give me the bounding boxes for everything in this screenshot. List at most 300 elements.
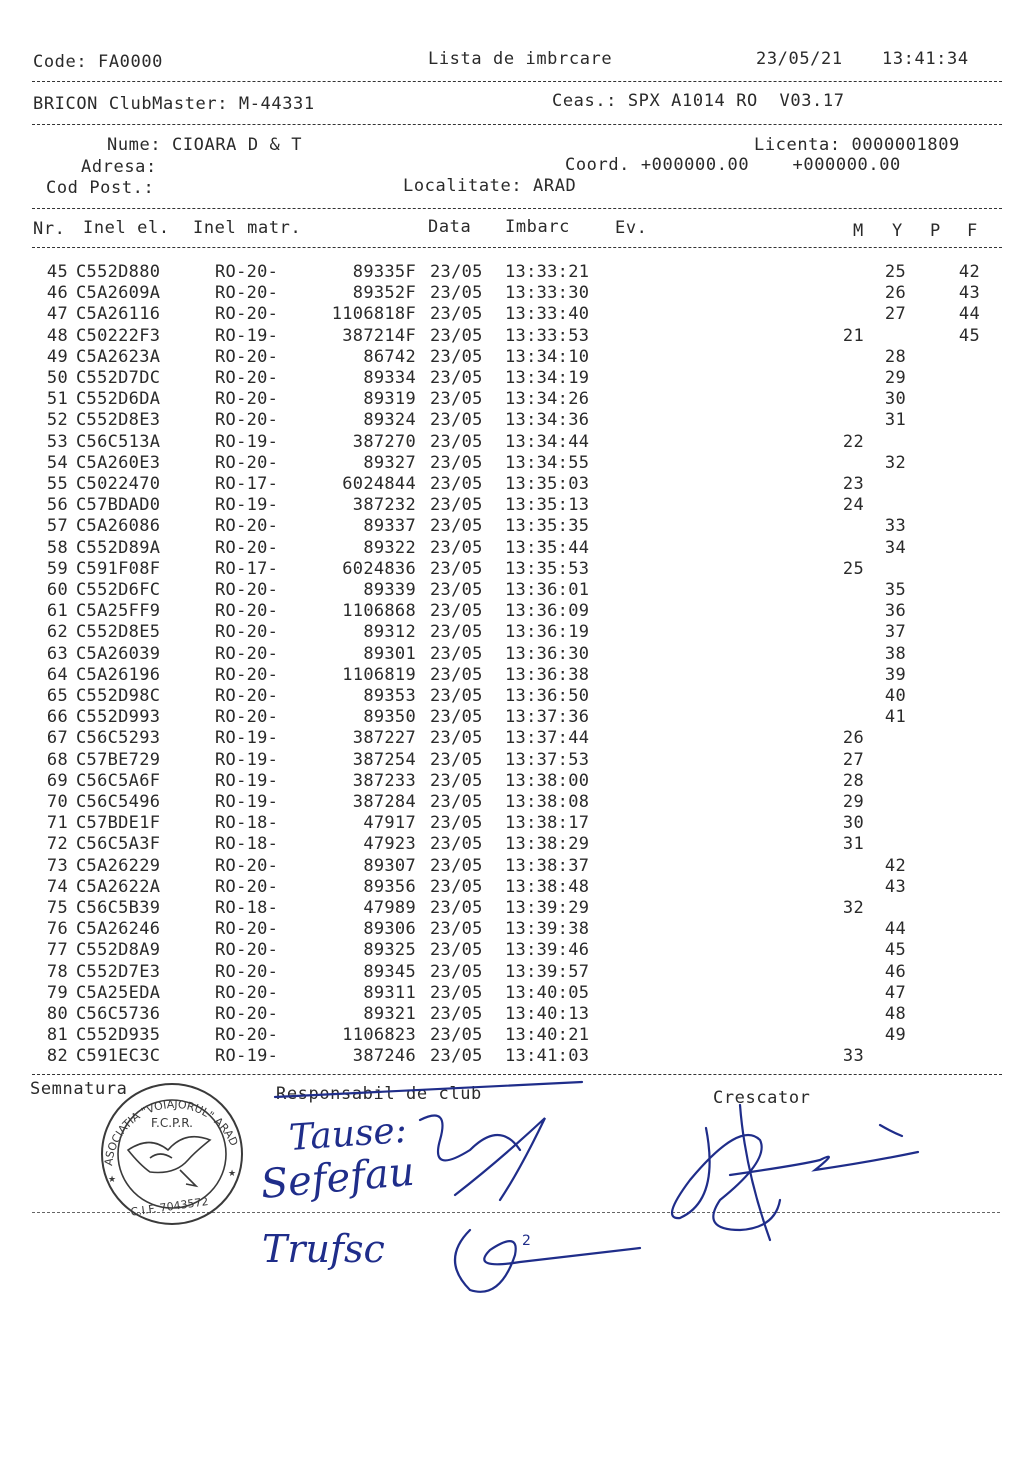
count-m: 24	[842, 495, 864, 516]
handwritten-name-2: Sefefau	[258, 1148, 417, 1208]
ring-electronic: C552D6DA	[76, 389, 161, 410]
basketing-date: 23/05	[430, 813, 483, 834]
ring-prefix: RO-20-	[215, 855, 279, 876]
basketing-time: 13:37:36	[505, 707, 590, 728]
basketing-date: 23/05	[430, 389, 483, 410]
ring-prefix: RO-19-	[215, 792, 279, 812]
row-number: 48	[46, 325, 68, 346]
basketing-time: 13:33:21	[505, 262, 590, 282]
count-y: 48	[884, 1004, 906, 1024]
ring-number: 89356	[363, 876, 416, 897]
ring-prefix: RO-20-	[215, 707, 279, 728]
ring-number: 1106823	[342, 1025, 416, 1046]
basketing-time: 13:40:13	[505, 1004, 590, 1024]
basketing-time: 13:34:36	[505, 410, 590, 431]
basketing-time: 13:39:38	[505, 919, 590, 940]
ring-electronic: C56C5496	[76, 792, 161, 812]
row-number: 46	[46, 283, 68, 304]
count-y: 35	[884, 580, 906, 600]
ring-number: 47989	[363, 898, 416, 918]
row-number: 66	[46, 707, 68, 728]
count-y: 45	[884, 940, 906, 961]
ring-number: 387214F	[342, 325, 416, 346]
basketing-date: 23/05	[430, 516, 483, 537]
count-m: 32	[842, 898, 864, 918]
ring-prefix: RO-20-	[215, 283, 279, 304]
ring-electronic: C5A260E3	[76, 452, 161, 473]
ring-prefix: RO-20-	[215, 410, 279, 431]
basketing-time: 13:39:46	[505, 940, 590, 961]
basketing-date: 23/05	[430, 664, 483, 685]
row-number: 70	[46, 792, 68, 812]
ring-number: 89352F	[352, 283, 416, 304]
count-m: 27	[842, 749, 864, 770]
basketing-time: 13:36:19	[505, 622, 590, 643]
count-y: 29	[884, 368, 906, 388]
ring-prefix: RO-19-	[215, 728, 279, 749]
ring-electronic: C5A25FF9	[76, 601, 161, 622]
basketing-time: 13:37:44	[505, 728, 590, 749]
ring-electronic: C56C5B39	[76, 898, 161, 918]
row-number: 64	[46, 664, 68, 685]
row-number: 69	[46, 770, 68, 791]
column-p: P	[930, 221, 941, 241]
ring-number: 387270	[352, 431, 416, 452]
row-number: 54	[46, 452, 68, 473]
ring-electronic: C552D7E3	[76, 961, 161, 982]
count-f: 42	[958, 262, 980, 282]
count-y: 47	[884, 982, 906, 1003]
basketing-date: 23/05	[430, 346, 483, 367]
row-number: 45	[46, 262, 68, 282]
ring-number: 89325	[363, 940, 416, 961]
ring-prefix: RO-20-	[215, 982, 279, 1003]
ring-electronic: C591EC3C	[76, 1046, 161, 1067]
document-title: Lista de imbrcare	[428, 49, 613, 69]
count-y: 32	[884, 452, 906, 473]
ring-electronic: C57BDE1F	[76, 813, 161, 834]
svg-text:★: ★	[108, 1175, 117, 1185]
count-y: 41	[884, 707, 906, 728]
ring-electronic: C57BE729	[76, 749, 161, 770]
ring-number: 89334	[363, 368, 416, 388]
column-data: Data	[428, 217, 472, 237]
row-number: 73	[46, 855, 68, 876]
basketing-date: 23/05	[430, 919, 483, 940]
ring-electronic: C5A26229	[76, 855, 161, 876]
count-y: 44	[884, 919, 906, 940]
row-number: 76	[46, 919, 68, 940]
ring-electronic: C5A2622A	[76, 876, 161, 897]
basketing-date: 23/05	[430, 707, 483, 728]
ring-electronic: C552D89A	[76, 537, 161, 558]
signature-label: Semnatura	[30, 1079, 128, 1099]
ring-prefix: RO-20-	[215, 961, 279, 982]
row-number: 68	[46, 749, 68, 770]
column-ev: Ev.	[615, 218, 648, 238]
club-responsible-signatures	[259, 1110, 416, 1271]
ring-prefix: RO-20-	[215, 940, 279, 961]
row-number: 74	[46, 876, 68, 897]
count-y: 39	[884, 664, 906, 685]
basketing-date: 23/05	[430, 1004, 483, 1024]
basketing-time: 13:36:01	[505, 580, 590, 600]
basketing-time: 13:34:10	[505, 346, 590, 367]
ring-prefix: RO-20-	[215, 876, 279, 897]
row-number: 57	[46, 516, 68, 537]
ring-electronic: C5A2623A	[76, 346, 161, 367]
ring-electronic: C552D7DC	[76, 368, 161, 388]
ring-number: 89306	[363, 919, 416, 940]
ring-prefix: RO-20-	[215, 389, 279, 410]
basketing-date: 23/05	[430, 431, 483, 452]
basketing-time: 13:35:53	[505, 558, 590, 579]
basketing-time: 13:36:38	[505, 664, 590, 685]
ring-number: 89327	[363, 452, 416, 473]
club-responsible-label: Responsabil de club	[276, 1084, 482, 1104]
column-inel-el: Inel el.	[83, 218, 170, 238]
row-number: 79	[46, 982, 68, 1003]
basketing-time: 13:38:37	[505, 855, 590, 876]
row-number: 52	[46, 410, 68, 431]
ring-electronic: C5A2609A	[76, 283, 161, 304]
ring-electronic: C56C5736	[76, 1004, 161, 1024]
ring-prefix: RO-20-	[215, 919, 279, 940]
ring-prefix: RO-20-	[215, 346, 279, 367]
basketing-time: 13:34:19	[505, 368, 590, 388]
stamp-bottom-text: C.I.F. 7043572	[129, 1194, 210, 1219]
basketing-time: 13:41:03	[505, 1046, 590, 1067]
basketing-date: 23/05	[430, 262, 483, 282]
basketing-date: 23/05	[430, 749, 483, 770]
row-number: 80	[46, 1004, 68, 1024]
count-y: 28	[884, 346, 906, 367]
owner-name: Nume: CIOARA D & T	[107, 135, 303, 155]
ring-prefix: RO-20-	[215, 686, 279, 706]
ring-prefix: RO-20-	[215, 643, 279, 664]
dove-icon	[128, 1137, 210, 1186]
ring-electronic: C552D8E5	[76, 622, 161, 643]
ring-prefix: RO-18-	[215, 813, 279, 834]
basketing-time: 13:39:57	[505, 961, 590, 982]
ring-prefix: RO-20-	[215, 1004, 279, 1024]
basketing-date: 23/05	[430, 728, 483, 749]
ring-number: 387246	[352, 1046, 416, 1067]
basketing-date: 23/05	[430, 495, 483, 516]
count-y: 25	[884, 262, 906, 282]
count-m: 33	[842, 1046, 864, 1067]
ring-electronic: C552D6FC	[76, 580, 161, 600]
count-y: 46	[884, 961, 906, 982]
ring-prefix: RO-19-	[215, 749, 279, 770]
ring-electronic: C5A26039	[76, 643, 161, 664]
ring-electronic: C56C5A6F	[76, 770, 161, 791]
ring-number: 89353	[363, 686, 416, 706]
count-m: 23	[842, 474, 864, 494]
stamp-middle-text: F.C.P.R.	[151, 1116, 193, 1130]
count-m: 30	[842, 813, 864, 834]
ring-number: 1106818F	[331, 304, 416, 325]
ring-number: 1106868	[342, 601, 416, 622]
basketing-date: 23/05	[430, 601, 483, 622]
row-number: 82	[46, 1046, 68, 1067]
ring-electronic: C56C5293	[76, 728, 161, 749]
handwritten-name-1: Tause:	[287, 1109, 409, 1159]
row-number: 50	[46, 368, 68, 388]
count-f: 45	[958, 325, 980, 346]
ring-number: 89335F	[352, 262, 416, 282]
count-f: 43	[958, 283, 980, 304]
ring-number: 6024836	[342, 558, 416, 579]
count-y: 38	[884, 643, 906, 664]
row-number: 61	[46, 601, 68, 622]
count-y: 49	[884, 1025, 906, 1046]
row-number: 49	[46, 346, 68, 367]
basketing-date: 23/05	[430, 325, 483, 346]
ring-prefix: RO-19-	[215, 1046, 279, 1067]
basketing-time: 13:38:48	[505, 876, 590, 897]
ring-prefix: RO-19-	[215, 495, 279, 516]
ring-number: 47923	[363, 834, 416, 855]
basketing-time: 13:38:17	[505, 813, 590, 834]
basketing-time: 13:37:53	[505, 749, 590, 770]
basketing-date: 23/05	[430, 580, 483, 600]
count-y: 36	[884, 601, 906, 622]
ring-electronic: C5A26196	[76, 664, 161, 685]
row-number: 77	[46, 940, 68, 961]
ring-prefix: RO-19-	[215, 431, 279, 452]
ring-prefix: RO-18-	[215, 834, 279, 855]
column-m: M	[853, 221, 864, 241]
count-y: 27	[884, 304, 906, 325]
ring-electronic: C552D935	[76, 1025, 161, 1046]
basketing-time: 13:38:08	[505, 792, 590, 812]
ring-prefix: RO-20-	[215, 664, 279, 685]
locality: Localitate: ARAD	[403, 176, 577, 196]
basketing-time: 13:36:09	[505, 601, 590, 622]
basketing-date: 23/05	[430, 283, 483, 304]
ring-prefix: RO-20-	[215, 580, 279, 600]
ring-number: 89337	[363, 516, 416, 537]
ring-electronic: C50222F3	[76, 325, 161, 346]
row-number: 58	[46, 537, 68, 558]
ring-number: 89324	[363, 410, 416, 431]
count-m: 28	[842, 770, 864, 791]
row-number: 62	[46, 622, 68, 643]
ring-number: 89312	[363, 622, 416, 643]
basketing-time: 13:40:21	[505, 1025, 590, 1046]
row-number: 53	[46, 431, 68, 452]
basketing-date: 23/05	[430, 622, 483, 643]
column-inel-matr: Inel matr.	[193, 218, 302, 238]
row-number: 75	[46, 898, 68, 918]
document-code: Code: FA0000	[33, 52, 164, 72]
basketing-date: 23/05	[430, 1046, 483, 1067]
count-m: 29	[842, 792, 864, 812]
basketing-time: 13:33:53	[505, 325, 590, 346]
ring-prefix: RO-20-	[215, 537, 279, 558]
ring-number: 47917	[363, 813, 416, 834]
basketing-date: 23/05	[430, 368, 483, 388]
basketing-date: 23/05	[430, 792, 483, 812]
ring-number: 89301	[363, 643, 416, 664]
count-y: 34	[884, 537, 906, 558]
basketing-time: 13:33:30	[505, 283, 590, 304]
basketing-date: 23/05	[430, 304, 483, 325]
basketing-date: 23/05	[430, 834, 483, 855]
clock-info: Ceas.: SPX A1014 RO V03.17	[552, 91, 845, 111]
row-number: 60	[46, 580, 68, 600]
address-label: Adresa:	[81, 157, 157, 177]
count-y: 40	[884, 686, 906, 706]
ring-electronic: C5A26086	[76, 516, 161, 537]
breeder-signature	[672, 1105, 918, 1240]
ring-number: 387232	[352, 495, 416, 516]
ring-number: 387227	[352, 728, 416, 749]
basketing-time: 13:38:29	[505, 834, 590, 855]
ring-electronic: C552D880	[76, 262, 161, 282]
ring-prefix: RO-19-	[215, 770, 279, 791]
count-m: 31	[842, 834, 864, 855]
ring-prefix: RO-20-	[215, 1025, 279, 1046]
basketing-date: 23/05	[430, 1025, 483, 1046]
basketing-date: 23/05	[430, 898, 483, 918]
postal-code-label: Cod Post.:	[46, 178, 155, 198]
ring-prefix: RO-17-	[215, 474, 279, 494]
ring-number: 89345	[363, 961, 416, 982]
ring-electronic: C5A25EDA	[76, 982, 161, 1003]
ring-electronic: C5A26246	[76, 919, 161, 940]
ring-prefix: RO-20-	[215, 452, 279, 473]
ring-electronic: C552D8E3	[76, 410, 161, 431]
row-number: 47	[46, 304, 68, 325]
row-number: 51	[46, 389, 68, 410]
row-number: 59	[46, 558, 68, 579]
basketing-date: 23/05	[430, 770, 483, 791]
basketing-date: 23/05	[430, 643, 483, 664]
svg-text:★: ★	[228, 1169, 237, 1179]
ring-electronic: C5022470	[76, 474, 161, 494]
ring-number: 387254	[352, 749, 416, 770]
basketing-time: 13:36:50	[505, 686, 590, 706]
column-f: F	[967, 221, 978, 241]
basketing-time: 13:35:44	[505, 537, 590, 558]
basketing-time: 13:33:40	[505, 304, 590, 325]
ring-number: 387233	[352, 770, 416, 791]
count-y: 31	[884, 410, 906, 431]
basketing-time: 13:34:44	[505, 431, 590, 452]
ring-number: 89339	[363, 580, 416, 600]
ring-prefix: RO-20-	[215, 601, 279, 622]
basketing-time: 13:35:03	[505, 474, 590, 494]
row-number: 81	[46, 1025, 68, 1046]
ring-electronic: C552D8A9	[76, 940, 161, 961]
basketing-time: 13:35:13	[505, 495, 590, 516]
basketing-date: 23/05	[430, 410, 483, 431]
document-time: 13:41:34	[882, 49, 969, 69]
basketing-time: 13:40:05	[505, 982, 590, 1003]
handwritten-name-3: Trufsc	[262, 1227, 385, 1271]
count-y: 26	[884, 283, 906, 304]
count-y: 42	[884, 855, 906, 876]
document-date: 23/05/21	[756, 49, 843, 69]
row-number: 78	[46, 961, 68, 982]
count-f: 44	[958, 304, 980, 325]
ring-prefix: RO-19-	[215, 325, 279, 346]
svg-text:2: 2	[522, 1233, 531, 1249]
basketing-time: 13:36:30	[505, 643, 590, 664]
ring-prefix: RO-18-	[215, 898, 279, 918]
basketing-date: 23/05	[430, 537, 483, 558]
count-m: 25	[842, 558, 864, 579]
row-number: 72	[46, 834, 68, 855]
row-number: 63	[46, 643, 68, 664]
count-m: 21	[842, 325, 864, 346]
basketing-time: 13:34:55	[505, 452, 590, 473]
column-nr: Nr.	[33, 219, 66, 239]
basketing-time: 13:35:35	[505, 516, 590, 537]
basketing-date: 23/05	[430, 452, 483, 473]
ring-number: 89311	[363, 982, 416, 1003]
ring-electronic: C591F08F	[76, 558, 161, 579]
ring-electronic: C552D993	[76, 707, 161, 728]
basketing-date: 23/05	[430, 940, 483, 961]
breeder-label: Crescator	[713, 1088, 811, 1108]
ring-electronic: C56C5A3F	[76, 834, 161, 855]
ring-electronic: C552D98C	[76, 686, 161, 706]
ring-number: 89350	[363, 707, 416, 728]
basketing-date: 23/05	[430, 982, 483, 1003]
column-imbarc: Imbarc	[505, 217, 571, 237]
ring-number: 89322	[363, 537, 416, 558]
basketing-date: 23/05	[430, 474, 483, 494]
basketing-date: 23/05	[430, 961, 483, 982]
ring-prefix: RO-20-	[215, 304, 279, 325]
stamp-top-text: ASOCIATIA "VOIAJORUL" ARAD	[102, 1097, 241, 1167]
row-number: 56	[46, 495, 68, 516]
ring-number: 6024844	[342, 474, 416, 494]
count-m: 22	[842, 431, 864, 452]
ring-number: 387284	[352, 792, 416, 812]
ring-number: 86742	[363, 346, 416, 367]
column-y: Y	[892, 221, 903, 241]
ring-electronic: C57BDAD0	[76, 495, 161, 516]
row-number: 55	[46, 474, 68, 494]
basketing-date: 23/05	[430, 686, 483, 706]
row-number: 65	[46, 686, 68, 706]
count-y: 37	[884, 622, 906, 643]
ring-prefix: RO-17-	[215, 558, 279, 579]
ring-prefix: RO-20-	[215, 622, 279, 643]
ring-number: 1106819	[342, 664, 416, 685]
license-number: Licenta: 0000001809	[754, 135, 960, 155]
count-y: 30	[884, 389, 906, 410]
ring-number: 89321	[363, 1004, 416, 1024]
ring-number: 89319	[363, 389, 416, 410]
basketing-time: 13:34:26	[505, 389, 590, 410]
clubmaster-id: BRICON ClubMaster: M-44331	[33, 94, 315, 114]
count-y: 43	[884, 876, 906, 897]
basketing-time: 13:39:29	[505, 898, 590, 918]
basketing-date: 23/05	[430, 876, 483, 897]
count-y: 33	[884, 516, 906, 537]
row-number: 67	[46, 728, 68, 749]
count-m: 26	[842, 728, 864, 749]
club-stamp	[102, 1084, 242, 1224]
ring-electronic: C5A26116	[76, 304, 161, 325]
ring-prefix: RO-20-	[215, 368, 279, 388]
ring-prefix: RO-20-	[215, 516, 279, 537]
